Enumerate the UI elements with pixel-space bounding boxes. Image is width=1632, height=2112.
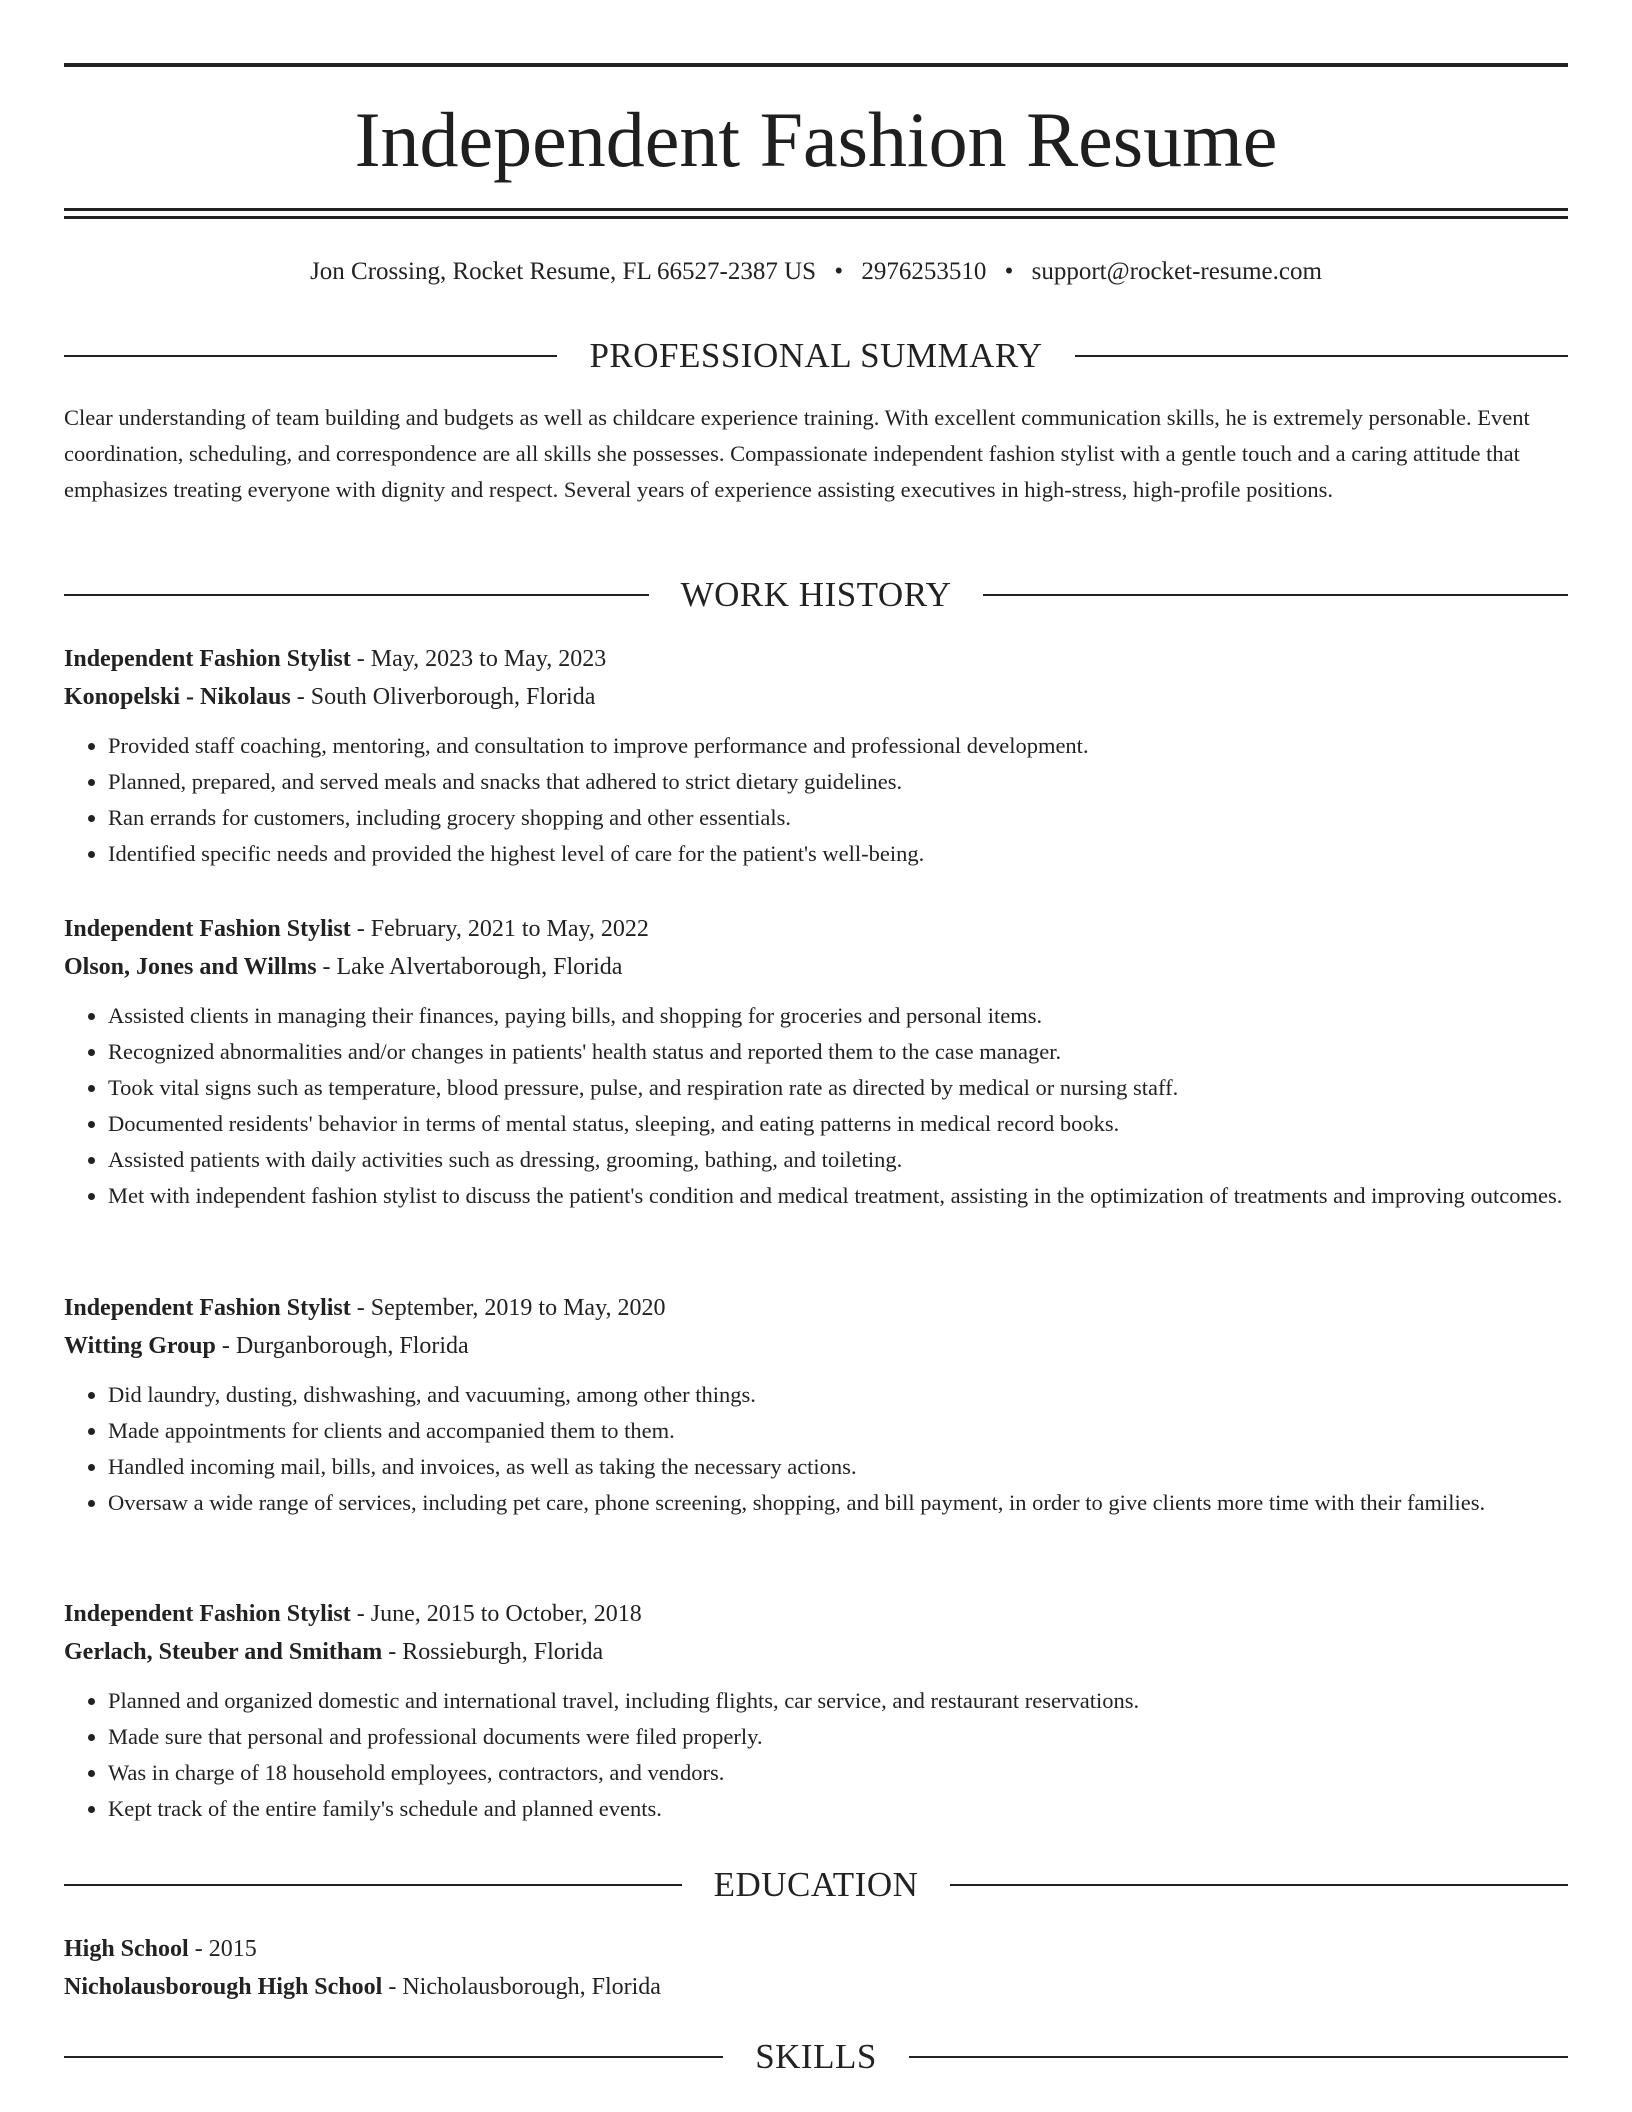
top-rule <box>64 63 1568 67</box>
bullet-item: • Provided staff coaching, mentoring, and consultation to improve performance and professional development. <box>108 728 1568 764</box>
heading-rule-right <box>950 1884 1568 1886</box>
education-location: - Nicholausborough, Florida <box>382 1974 661 2000</box>
contact-line <box>0 256 1632 288</box>
bullet-item: • Kept track of the entire family's schedule and planned events. <box>108 1791 1568 1827</box>
bullet-item: • Oversaw a wide range of services, including pet care, phone screening, shopping, and bill payment, in order to give clients more time with their families. <box>108 1485 1568 1521</box>
job-company: Gerlach, Steuber and Smitham <box>64 1639 383 1665</box>
page-title: Independent Fashion Resume <box>354 96 1278 183</box>
bullet-item: • Identified specific needs and provided the highest level of care for the patient's well-being. <box>108 836 1568 872</box>
bullet-item: • Documented residents' behavior in terms of mental status, sleeping, and eating patterns in medical record books. <box>108 1106 1568 1142</box>
job-company-line <box>64 948 1568 986</box>
bullet-item: • Assisted patients with daily activities such as dressing, grooming, bathing, and toileting. <box>108 1142 1568 1178</box>
job-title-line <box>64 910 1568 948</box>
job-location: - Lake Alvertaborough, Florida <box>316 954 623 980</box>
job-entry <box>64 910 1568 1214</box>
heading-rule-left <box>64 1884 682 1886</box>
bullet-item: • Was in charge of 18 household employees, contractors, and vendors. <box>108 1755 1568 1791</box>
bullet-item: • Made sure that personal and professional documents were filed properly. <box>108 1719 1568 1755</box>
job-title: Independent Fashion Stylist <box>64 1295 351 1321</box>
contact-separator: • <box>834 258 844 285</box>
education-school: Nicholausborough High School <box>64 1974 383 2000</box>
job-entry <box>64 1289 1568 1521</box>
job-company-line <box>64 1633 1568 1671</box>
bullet-item: • Planned and organized domestic and international travel, including flights, car service, and restaurant reservations. <box>108 1683 1568 1719</box>
contact-address: Jon Crossing, Rocket Resume, FL 66527-2387 US <box>310 258 817 285</box>
job-dates: - September, 2019 to May, 2020 <box>350 1295 666 1321</box>
bullet-item: • Recognized abnormalities and/or changes in patients' health status and reported them to the case manager. <box>108 1034 1568 1070</box>
job-title-line <box>64 1595 1568 1633</box>
heading-rule-right <box>983 594 1568 596</box>
job-company: Witting Group <box>64 1333 216 1359</box>
heading-rule-left <box>64 594 649 596</box>
contact-email: support@rocket-resume.com <box>1031 258 1322 285</box>
bullet-item: • Handled incoming mail, bills, and invoices, as well as taking the necessary actions. <box>108 1449 1568 1485</box>
section-heading-label: WORK HISTORY <box>680 575 952 614</box>
education-year: - 2015 <box>188 1936 257 1962</box>
job-bullets <box>64 728 1568 872</box>
job-company: Konopelski - Nikolaus <box>64 684 291 710</box>
section-heading-summary <box>64 336 1568 376</box>
job-entry <box>64 1595 1568 1827</box>
title-rule-upper <box>64 208 1568 211</box>
contact-separator: • <box>1004 258 1014 285</box>
bullet-item: • Met with independent fashion stylist to discuss the patient's condition and medical treatment, assisting in the optimization of treatments and improving outcomes. <box>108 1178 1568 1214</box>
job-bullets <box>64 1683 1568 1827</box>
section-heading-label: EDUCATION <box>713 1865 919 1904</box>
education-school-line <box>64 1968 1568 2006</box>
heading-rule-left <box>64 2056 723 2058</box>
bullet-item: • Ran errands for customers, including grocery shopping and other essentials. <box>108 800 1568 836</box>
bullet-item: • Did laundry, dusting, dishwashing, and vacuuming, among other things. <box>108 1377 1568 1413</box>
heading-rule-right <box>1075 355 1568 357</box>
section-heading-skills <box>64 2037 1568 2077</box>
section-heading-work <box>64 575 1568 615</box>
job-title: Independent Fashion Stylist <box>64 1601 351 1627</box>
job-location: - South Oliverborough, Florida <box>290 684 596 710</box>
job-dates: - February, 2021 to May, 2022 <box>350 916 649 942</box>
job-dates: - June, 2015 to October, 2018 <box>350 1601 642 1627</box>
bullet-item: • Took vital signs such as temperature, blood pressure, pulse, and respiration rate as directed by medical or nursing staff. <box>108 1070 1568 1106</box>
job-company: Olson, Jones and Willms <box>64 954 317 980</box>
education-degree-line <box>64 1930 1568 1968</box>
bullet-item: • Made appointments for clients and accompanied them to them. <box>108 1413 1568 1449</box>
title-rule-lower <box>64 216 1568 219</box>
job-company-line <box>64 1327 1568 1365</box>
section-heading-label: SKILLS <box>755 2037 877 2076</box>
job-title-line <box>64 640 1568 678</box>
job-location: - Durganborough, Florida <box>215 1333 469 1359</box>
job-title: Independent Fashion Stylist <box>64 916 351 942</box>
education-entry <box>64 1930 1568 2006</box>
heading-rule-left <box>64 355 557 357</box>
job-title: Independent Fashion Stylist <box>64 646 351 672</box>
job-location: - Rossieburgh, Florida <box>382 1639 604 1665</box>
job-entry <box>64 640 1568 872</box>
heading-rule-right <box>909 2056 1568 2058</box>
summary-paragraph: Clear understanding of team building and budgets as well as childcare experience training. With excellent communication skills, he is extremely personable. Event coordination, scheduling, and correspondence are all skills she possesses. Compassionate independent fashion stylist with a gentle touch and a caring attitude that emphasizes treating everyone with dignity and respect. Several years of experience assisting executives in high-stress, high-profile positions. <box>64 405 1530 502</box>
job-title-line <box>64 1289 1568 1327</box>
job-bullets <box>64 998 1568 1214</box>
section-heading-label: PROFESSIONAL SUMMARY <box>589 336 1043 375</box>
bullet-item: • Assisted clients in managing their finances, paying bills, and shopping for groceries and personal items. <box>108 998 1568 1034</box>
job-bullets <box>64 1377 1568 1521</box>
contact-phone: 2976253510 <box>861 258 987 285</box>
job-dates: - May, 2023 to May, 2023 <box>350 646 607 672</box>
section-heading-education <box>64 1865 1568 1905</box>
bullet-item: • Planned, prepared, and served meals and snacks that adhered to strict dietary guidelines. <box>108 764 1568 800</box>
job-company-line <box>64 678 1568 716</box>
education-degree: High School <box>64 1936 189 1962</box>
